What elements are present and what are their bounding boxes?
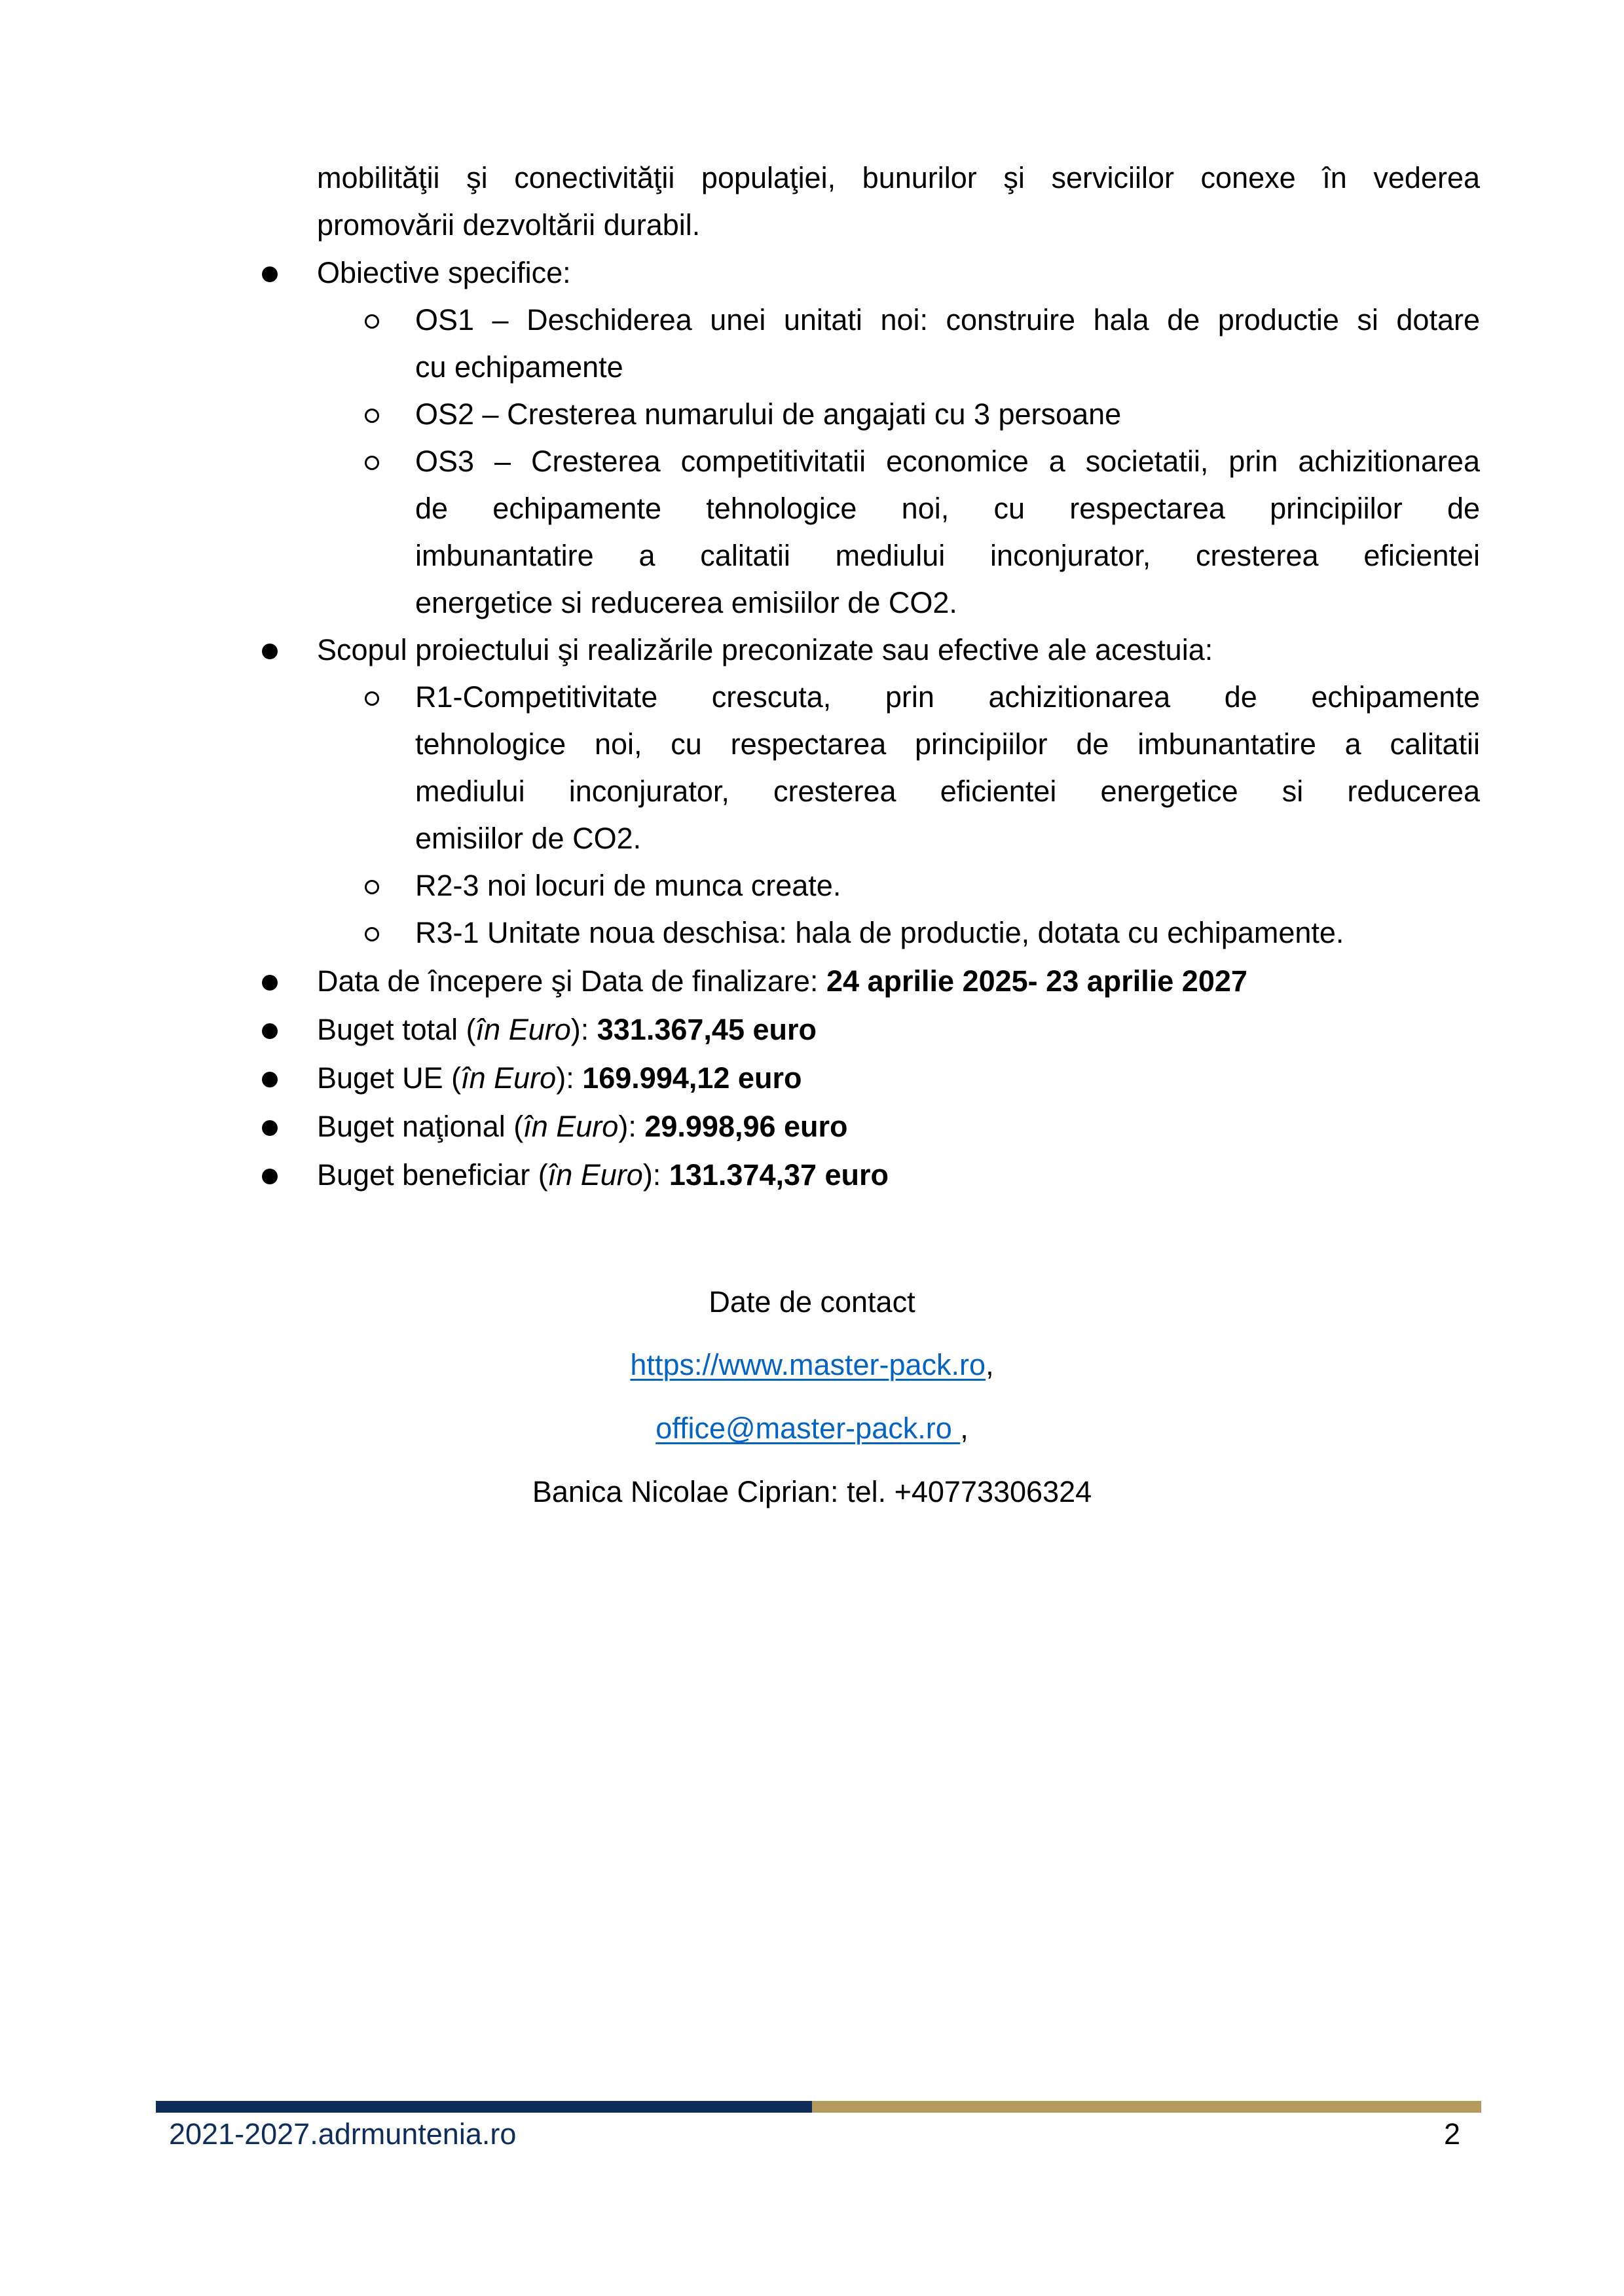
- footer-bar-navy: [156, 2101, 812, 2113]
- budget-total-currency: în Euro: [475, 1013, 571, 1046]
- bullet-icon: [262, 1120, 278, 1136]
- budget-national-label-pre: Buget naţional (: [317, 1110, 524, 1143]
- page-number: 2: [1443, 2117, 1460, 2151]
- objective-os3-line-1: OS3 – Cresterea competitivitatii economice a societatii, prin achizitionarea: [415, 445, 1480, 478]
- bullet-icon: [262, 644, 278, 659]
- email-suffix: ,: [960, 1412, 969, 1445]
- budget-eu-label-post: ):: [556, 1061, 583, 1095]
- circle-bullet-icon: [365, 409, 379, 423]
- budget-eu-currency: în Euro: [461, 1061, 557, 1095]
- intro-line-1: mobilităţii şi conectivităţii populaţiei, bunurilor şi serviciilor conexe în vederea: [317, 161, 1480, 194]
- website-suffix: ,: [986, 1348, 994, 1381]
- budget-national-value: 29.998,96 euro: [644, 1110, 848, 1143]
- circle-bullet-icon: [365, 456, 379, 470]
- circle-bullet-icon: [365, 927, 379, 941]
- contact-website-line: [0, 1341, 1624, 1389]
- contact-heading: Date de contact: [709, 1285, 915, 1319]
- result-r1-line-4: emisiilor de CO2.: [415, 822, 642, 855]
- budget-eu: [317, 1055, 1480, 1102]
- objective-os2: OS2 – Cresterea numarului de angajati cu 3 persoane: [415, 397, 1122, 431]
- result-r1-line-1: R1-Competitivitate crescuta, prin achizitionarea de echipamente: [415, 680, 1480, 714]
- circle-bullet-icon: [365, 691, 379, 706]
- footer-bar-gold: [812, 2101, 1481, 2113]
- budget-beneficiary: [317, 1152, 1480, 1199]
- objective-os3-line-3: imbunantatire a calitatii mediului inconjurator, cresterea eficientei: [415, 539, 1480, 572]
- dates-label: Data de începere şi Data de finalizare:: [317, 964, 826, 998]
- bullet-icon: [262, 1023, 278, 1039]
- bullet-icon: [262, 975, 278, 991]
- budget-beneficiary-label-pre: Buget beneficiar (: [317, 1158, 548, 1192]
- bullet-icon: [262, 1169, 278, 1184]
- budget-national-currency: în Euro: [523, 1110, 619, 1143]
- bullet-icon: [262, 266, 278, 282]
- objective-os1-line-2: cu echipamente: [415, 350, 623, 384]
- intro-line-2: promovării dezvoltării durabil.: [317, 208, 701, 242]
- project-dates: [317, 958, 1480, 1005]
- budget-national: [317, 1103, 1480, 1150]
- budget-eu-label-pre: Buget UE (: [317, 1061, 462, 1095]
- budget-total-label-post: ):: [570, 1013, 597, 1046]
- footer-site: 2021-2027.adrmuntenia.ro: [169, 2117, 517, 2151]
- result-r3: R3-1 Unitate noua deschisa: hala de productie, dotata cu echipamente.: [415, 916, 1344, 949]
- contact-person: Banica Nicolae Ciprian: tel. +40773306324: [532, 1475, 1092, 1508]
- objective-os3-line-4: energetice si reducerea emisiilor de CO2.: [415, 586, 957, 619]
- bullet-icon: [262, 1072, 278, 1087]
- email-link[interactable]: office@master-pack.ro: [655, 1412, 961, 1445]
- budget-beneficiary-label-post: ):: [642, 1158, 669, 1192]
- objective-os1-line-1: OS1 – Deschiderea unei unitati noi: construire hala de productie si dotare: [415, 303, 1480, 337]
- budget-eu-value: 169.994,12 euro: [582, 1061, 802, 1095]
- result-r2: R2-3 noi locuri de munca create.: [415, 869, 841, 902]
- budget-total: [317, 1006, 1480, 1053]
- budget-total-label-pre: Buget total (: [317, 1013, 476, 1046]
- dates-value: 24 aprilie 2025- 23 aprilie 2027: [826, 964, 1247, 998]
- budget-beneficiary-value: 131.374,37 euro: [669, 1158, 889, 1192]
- budget-total-value: 331.367,45 euro: [597, 1013, 817, 1046]
- contact-email-line: [0, 1405, 1624, 1452]
- circle-bullet-icon: [365, 314, 379, 329]
- results-label: Scopul proiectului şi realizările preconizate sau efective ale acestuia:: [317, 633, 1213, 666]
- result-r1-line-3: mediului inconjurator, cresterea eficientei energetice si reducerea: [415, 774, 1480, 808]
- circle-bullet-icon: [365, 880, 379, 894]
- objectives-label: Obiective specifice:: [317, 256, 571, 289]
- website-link[interactable]: https://www.master-pack.ro: [630, 1348, 986, 1381]
- budget-beneficiary-currency: în Euro: [547, 1158, 643, 1192]
- objective-os3-line-2: de echipamente tehnologice noi, cu respectarea principiilor de: [415, 492, 1480, 525]
- result-r1-line-2: tehnologice noi, cu respectarea principiilor de imbunantatire a calitatii: [415, 727, 1480, 761]
- budget-national-label-post: ):: [618, 1110, 645, 1143]
